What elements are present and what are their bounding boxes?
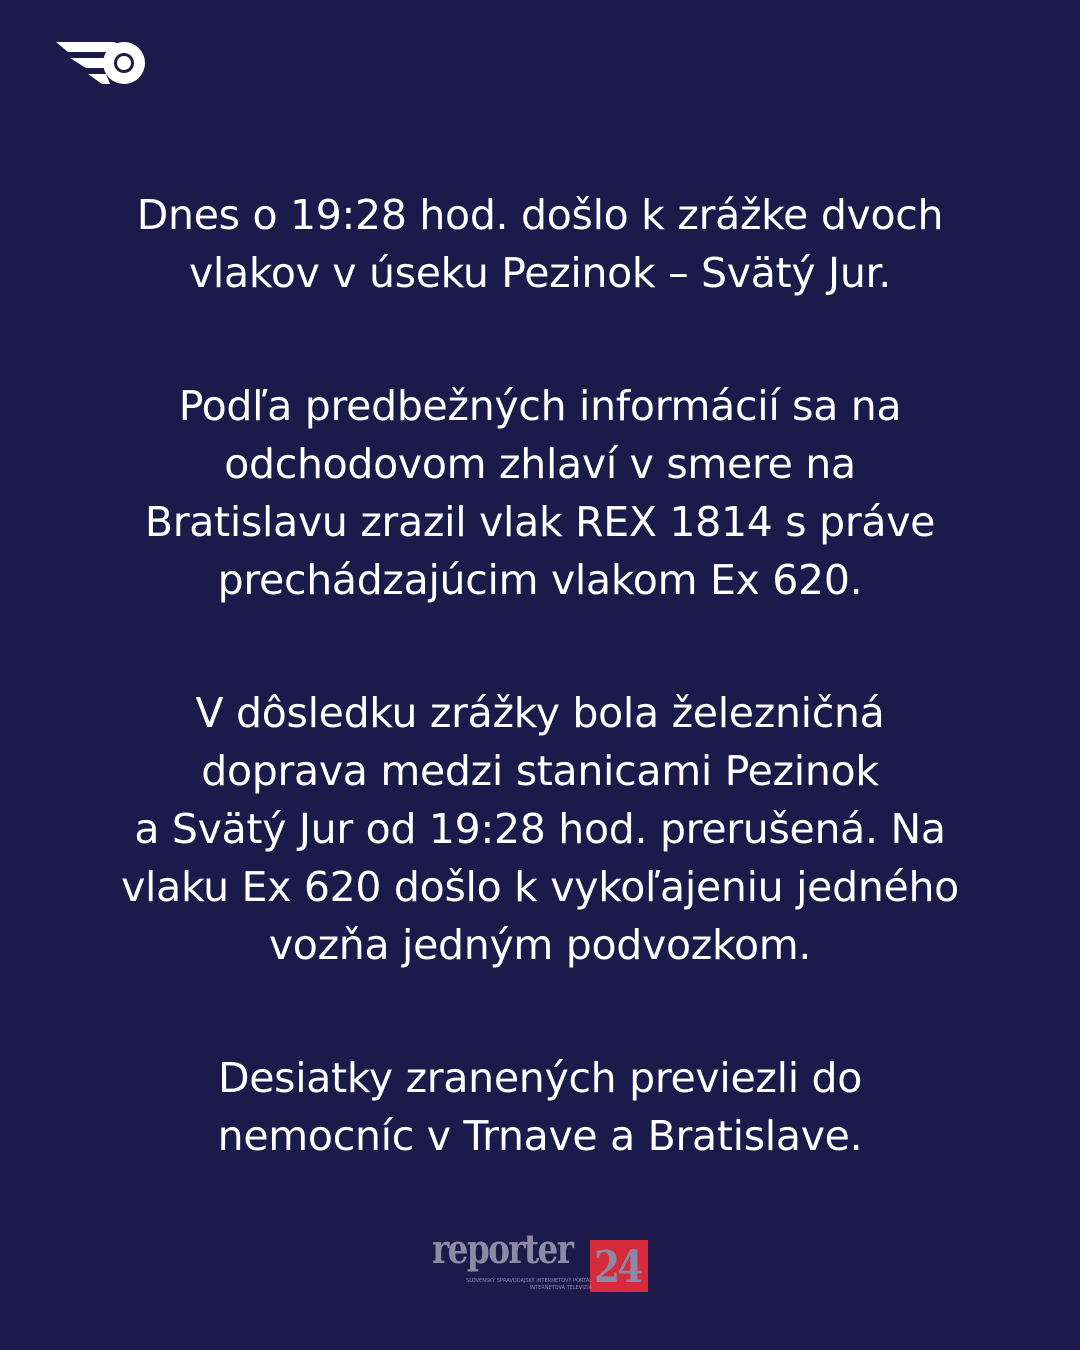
brand-number: 24 <box>594 1242 641 1293</box>
paragraph-traffic-interruption <box>40 684 1040 974</box>
reporter24-logo <box>430 1228 650 1296</box>
text-line: odchodovom zhlaví v smere na <box>224 440 856 488</box>
brand-word: reporter <box>432 1226 573 1273</box>
text-line: doprava medzi stanicami Pezinok <box>201 747 879 795</box>
text-line: prechádzajúcim vlakom Ex 620. <box>217 556 863 604</box>
text-line: Bratislavu zrazil vlak REX 1814 s práve <box>144 498 936 546</box>
text-line: vozňa jedným podvozkom. <box>268 921 812 969</box>
brand-tagline: INTERNETOVÁ TELEVÍZIA <box>529 1285 592 1291</box>
text-line: Podľa predbežných informácií sa na <box>178 382 902 430</box>
text-line: vlaku Ex 620 došlo k vykoľajeniu jedného <box>121 863 959 911</box>
text-line: a Svätý Jur od 19:28 hod. prerušená. Na <box>134 805 946 853</box>
text-line: Dnes o 19:28 hod. došlo k zrážke dvoch <box>136 191 944 239</box>
text-line: V dôsledku zrážky bola železničná <box>195 689 885 737</box>
brand-tagline: SLOVENSKÝ SPRAVODAJSKÝ INTERNETOVÝ PORTÁL <box>466 1278 592 1284</box>
text-line: nemocníc v Trnave a Bratislave. <box>217 1112 863 1160</box>
paragraph-preliminary-info <box>40 377 1040 609</box>
text-line: vlakov v úseku Pezinok – Svätý Jur. <box>188 249 892 297</box>
paragraph-injured <box>40 1049 1040 1165</box>
text-line: Desiatky zranených previezli do <box>217 1054 863 1102</box>
paragraph-collision-report <box>40 186 1040 302</box>
railway-winged-wheel-icon <box>54 38 150 88</box>
